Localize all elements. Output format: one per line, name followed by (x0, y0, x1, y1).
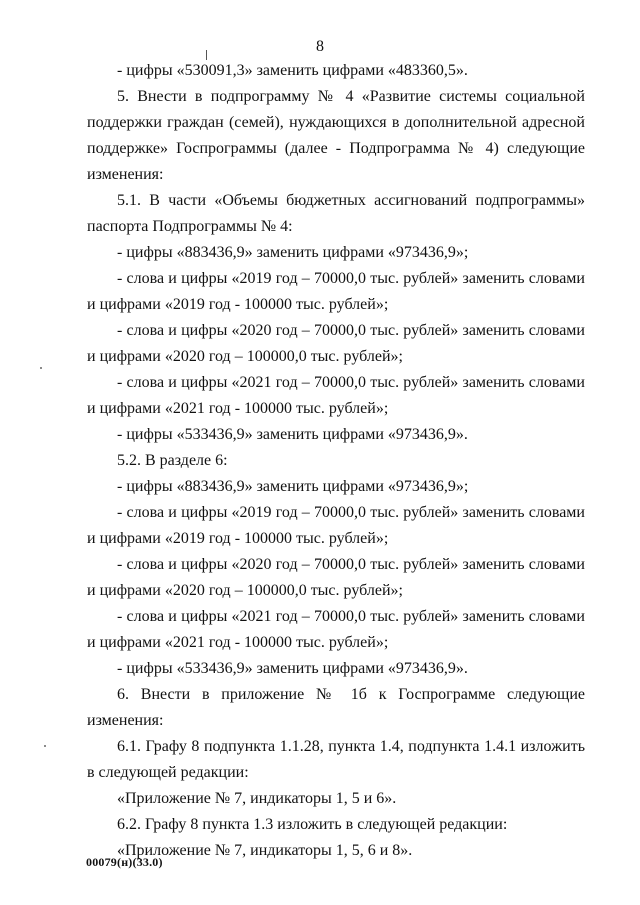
paragraph: - слова и цифры «2021 год – 70000,0 тыс. рублей» заменить словами и цифрами «2021 год - 100000 тыс. рублей»; (87, 374, 585, 417)
paragraph: - цифры «883436,9» заменить цифрами «973436,9»; (117, 244, 469, 261)
paragraph: - цифры «533436,9» заменить цифрами «973436,9». (117, 426, 468, 443)
document-code: 00079(н)(33.0) (86, 855, 163, 869)
paragraph: - цифры «530091,3» заменить цифрами «483360,5». (117, 62, 468, 79)
paragraph: 6.2. Графу 8 пункта 1.3 изложить в следующей редакции: (117, 816, 508, 833)
page-number: 8 (316, 38, 324, 55)
paragraph: - цифры «533436,9» заменить цифрами «973436,9». (117, 660, 468, 677)
paragraph: «Приложение № 7, индикаторы 1, 5 и 6». (117, 790, 397, 807)
paragraph: - цифры «883436,9» заменить цифрами «973436,9»; (117, 478, 469, 495)
document-body (87, 58, 585, 864)
paragraph: 5.2. В разделе 6: (117, 452, 228, 469)
paragraph: - слова и цифры «2020 год – 70000,0 тыс. рублей» заменить словами и цифрами «2020 год – 100000,0 тыс. рублей»; (87, 556, 585, 599)
paragraph: - слова и цифры «2019 год – 70000,0 тыс. рублей» заменить словами и цифрами «2019 год - 100000 тыс. рублей»; (87, 504, 585, 547)
scan-artifact-dot (40, 367, 42, 369)
paragraph: 5. Внести в подпрограмму № 4 «Развитие системы социальной поддержки граждан (семей), нуждающихся в дополнительной адресной поддержке» Госпрограммы (далее - Подпрограмма № 4) следующие изменения: (87, 88, 585, 183)
scan-artifact-dot (44, 745, 46, 747)
paragraph: 5.1. В части «Объемы бюджетных ассигнований подпрограммы» паспорта Подпрограммы № 4: (87, 192, 585, 235)
paragraph: - слова и цифры «2021 год – 70000,0 тыс. рублей» заменить словами и цифрами «2021 год - 100000 тыс. рублей»; (87, 608, 585, 651)
paragraph: 6.1. Графу 8 подпункта 1.1.28, пункта 1.4, подпункта 1.4.1 изложить в следующей редакции: (87, 738, 585, 781)
paragraph: - слова и цифры «2020 год – 70000,0 тыс. рублей» заменить словами и цифрами «2020 год – 100000,0 тыс. рублей»; (87, 322, 585, 365)
paragraph: 6. Внести в приложение № 1б к Госпрограмме следующие изменения: (87, 686, 585, 729)
paragraph: - слова и цифры «2019 год – 70000,0 тыс. рублей» заменить словами и цифрами «2019 год - 100000 тыс. рублей»; (87, 270, 585, 313)
paragraph: «Приложение № 7, индикаторы 1, 5, 6 и 8». (117, 842, 413, 859)
